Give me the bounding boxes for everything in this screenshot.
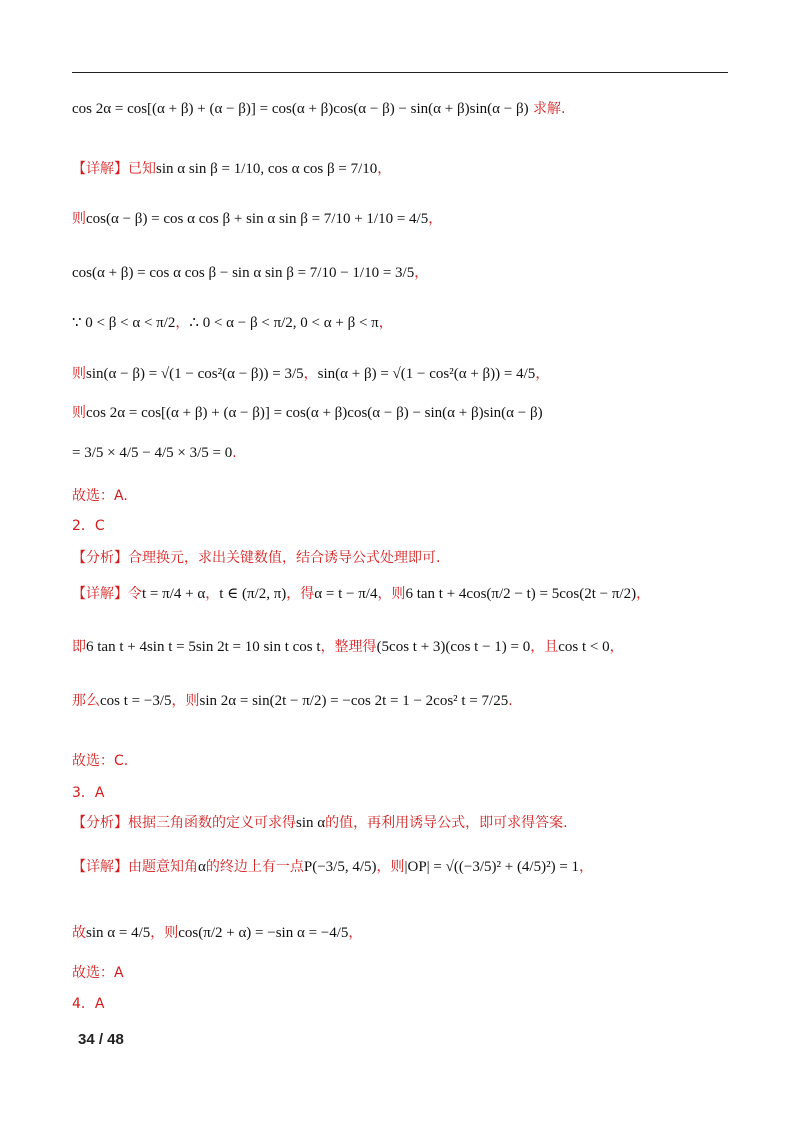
math-expression: cos 2α = cos[(α + β) + (α − β)] = cos(α + β)cos(α − β) − sin(α + β)sin(α − β) xyxy=(86,405,543,421)
text-run: . xyxy=(508,693,513,709)
text-line xyxy=(72,856,593,878)
text-run: ，则 xyxy=(376,859,405,875)
text-run: 则 xyxy=(72,405,86,421)
text-line xyxy=(72,312,393,334)
header-rule xyxy=(72,72,728,73)
math-expression: = 3/5 × 4/5 − 4/5 × 3/5 = 0 xyxy=(72,445,233,461)
math-expression: α = t − π/4 xyxy=(314,586,378,602)
text-run: 则 xyxy=(72,211,86,227)
text-run: 【分析】根据三角函数的定义可求得 xyxy=(72,815,296,831)
text-run: ， xyxy=(609,639,624,655)
text-run: ， xyxy=(428,211,443,227)
text-run: 【分析】合理换元，求出关键数值，结合诱导公式处理即可. xyxy=(72,550,441,566)
text-run: ， xyxy=(303,366,318,382)
text-run: 【详解】令 xyxy=(72,586,142,602)
text-run: ，整理得 xyxy=(320,639,377,655)
math-expression: cos t < 0 xyxy=(558,639,610,655)
text-run: 故选：A xyxy=(72,965,124,981)
text-line xyxy=(72,402,543,424)
text-run: ， xyxy=(579,859,594,875)
text-run: ，则 xyxy=(377,586,406,602)
text-line xyxy=(72,442,237,464)
text-line xyxy=(72,993,104,1015)
text-line xyxy=(72,547,440,569)
text-run: 【详解】已知 xyxy=(72,161,156,177)
math-expression: t = π/4 + α xyxy=(142,586,206,602)
text-line xyxy=(72,636,624,658)
math-expression: sin 2α = sin(2t − π/2) = −cos 2t = 1 − 2cos² t = 7/25 xyxy=(199,693,509,709)
text-line xyxy=(72,515,105,537)
math-expression: |OP| = √((−3/5)² + (4/5)²) = 1 xyxy=(404,859,580,875)
math-expression: cos(α + β) = cos α cos β − sin α sin β = 7/10 − 1/10 = 3/5 xyxy=(72,265,415,281)
text-run: ，则 xyxy=(150,925,179,941)
text-run: 故 xyxy=(72,925,86,941)
text-run: 3．A xyxy=(72,785,105,801)
text-run: 的值，再利用诱导公式，即可求得答案. xyxy=(325,815,568,831)
math-expression: 6 tan t + 4cos(π/2 − t) = 5cos(2t − π/2) xyxy=(405,586,637,602)
text-line xyxy=(72,98,565,120)
text-line xyxy=(72,158,391,180)
text-run: ， xyxy=(636,586,651,602)
math-expression: (5cos t + 3)(cos t − 1) = 0 xyxy=(376,639,531,655)
text-run: ， xyxy=(205,586,220,602)
text-run: 那么 xyxy=(72,693,100,709)
text-run: 即 xyxy=(72,639,86,655)
text-run: ，且 xyxy=(530,639,559,655)
text-run: ，则 xyxy=(171,693,200,709)
math-expression: 6 tan t + 4sin t = 5sin 2t = 10 sin t cos t xyxy=(86,639,321,655)
text-line xyxy=(72,962,124,984)
math-expression: sin α xyxy=(296,815,326,831)
math-expression: sin(α + β) = √(1 − cos²(α + β)) = 4/5 xyxy=(317,366,536,382)
text-run: ，得 xyxy=(286,586,315,602)
text-run: . xyxy=(232,445,237,461)
text-line xyxy=(72,782,104,804)
text-run: 故选：C. xyxy=(72,753,129,769)
math-expression: t ∈ (π/2, π) xyxy=(219,586,287,602)
math-expression: sin α = 4/5 xyxy=(86,925,151,941)
text-run: ， xyxy=(535,366,550,382)
math-expression: cos(π/2 + α) = −sin α = −4/5 xyxy=(178,925,349,941)
text-line xyxy=(72,363,549,385)
text-run: 2．C xyxy=(72,518,105,534)
text-run: 【详解】由题意知角 xyxy=(72,859,198,875)
text-line xyxy=(72,922,362,944)
math-expression: sin α sin β = 1/10, cos α cos β = 7/10 xyxy=(156,161,378,177)
text-run: ， xyxy=(377,161,392,177)
text-line xyxy=(72,485,128,507)
math-expression: P(−3/5, 4/5) xyxy=(303,859,377,875)
math-expression: cos(α − β) = cos α cos β + sin α sin β = 7/10 + 1/10 = 4/5 xyxy=(86,211,429,227)
math-expression: cos t = −3/5 xyxy=(100,693,172,709)
text-line xyxy=(72,812,568,834)
page-number: 34 / 48 xyxy=(78,1031,124,1048)
text-line xyxy=(72,750,128,772)
math-expression: ∴ 0 < α − β < π/2, 0 < α + β < π xyxy=(189,315,379,331)
text-line xyxy=(72,262,428,284)
text-line xyxy=(72,208,442,230)
math-expression: ∵ 0 < β < α < π/2 xyxy=(72,315,176,331)
text-run: ， xyxy=(378,315,393,331)
math-expression: sin(α − β) = √(1 − cos²(α − β)) = 3/5 xyxy=(86,366,304,382)
text-run: ， xyxy=(348,925,363,941)
math-expression: cos 2α = cos[(α + β) + (α − β)] = cos(α + β)cos(α − β) − sin(α + β)sin(α − β) xyxy=(72,101,529,117)
text-run: 的终边上有一点 xyxy=(205,859,304,875)
text-run: 求解. xyxy=(528,101,566,117)
text-run: 4．A xyxy=(72,996,105,1012)
math-expression: α xyxy=(198,859,206,875)
text-run: 故选：A. xyxy=(72,488,128,504)
text-run: 则 xyxy=(72,366,86,382)
text-line xyxy=(72,690,513,712)
text-line xyxy=(72,583,650,605)
text-run: ， xyxy=(175,315,190,331)
text-run: ， xyxy=(414,265,429,281)
